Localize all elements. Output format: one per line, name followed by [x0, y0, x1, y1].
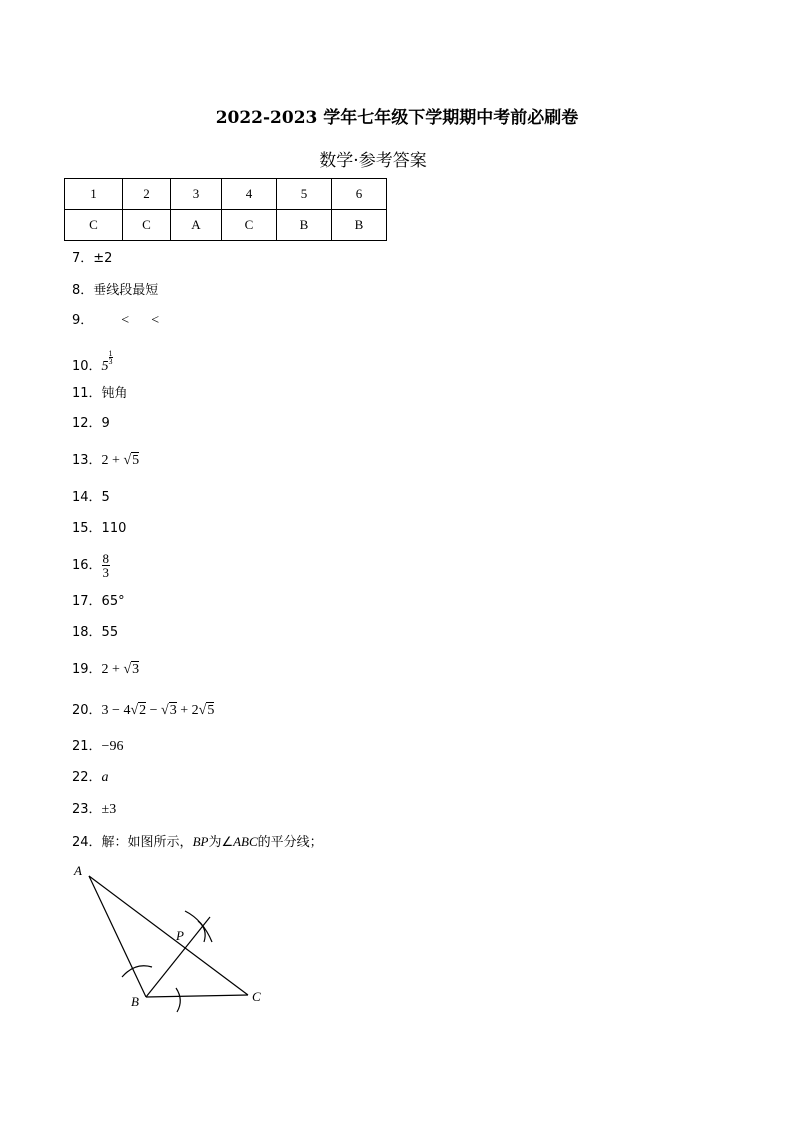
answer-item-12: [72, 416, 110, 432]
answer-item-22: [72, 770, 109, 786]
expression-part: 3 − 4: [101, 703, 131, 718]
angle-bisector-figure: [60, 855, 280, 1015]
radicand: 3: [132, 662, 140, 677]
vertex-label-c: C: [252, 989, 261, 1004]
table-answer-cell: B: [277, 210, 332, 241]
item-number: 18．: [72, 625, 102, 640]
table-header-cell: 2: [123, 179, 171, 210]
item-answer: 55: [101, 625, 119, 640]
segment-bc: [146, 995, 248, 997]
radicand: 5: [207, 703, 215, 718]
item-number: 10．: [72, 359, 102, 374]
document-subtitle: 数学·参考答案: [319, 151, 427, 171]
answer-table: [64, 178, 387, 241]
table-header-cell: 5: [277, 179, 332, 210]
segment-ac: [89, 876, 248, 995]
table-answer-cell: C: [65, 210, 123, 241]
answer-item-19: 19．2 + √3: [72, 662, 140, 677]
solution-text: 为∠: [208, 835, 234, 850]
item-number: 22．: [72, 770, 102, 785]
item-number: 17．: [72, 594, 102, 609]
construction-arc: [176, 988, 180, 1012]
item-number: 8．: [72, 283, 94, 298]
answer-item-24: [72, 834, 323, 851]
answer-item-23: [72, 802, 116, 818]
table-answer-cell: C: [123, 210, 171, 241]
table-answer-cell: C: [222, 210, 277, 241]
item-answer: ±2: [93, 251, 113, 266]
answer-item-8: [72, 283, 158, 299]
answer-item-7: [72, 251, 112, 267]
item-number: 9．: [72, 313, 94, 328]
answer-item-15: [72, 521, 126, 537]
table-answer-cell: A: [171, 210, 222, 241]
answer-item-14: [72, 490, 110, 506]
answer-item-9: [72, 313, 159, 329]
fraction-denominator: 3: [102, 565, 110, 580]
item-number: 14．: [72, 490, 102, 505]
fraction: [102, 552, 111, 579]
point-label-p: P: [176, 928, 184, 943]
answer-table-header-row: [65, 179, 387, 210]
radicand: 2: [139, 703, 147, 718]
table-header-cell: 1: [65, 179, 123, 210]
item-number: 19．: [72, 662, 102, 677]
segment-ab: [89, 876, 146, 997]
answer-item-13: 13．2 + √5: [72, 453, 140, 468]
answer-item-18: [72, 625, 118, 641]
item-answer: −96: [101, 739, 124, 754]
segment-label: BP: [192, 834, 209, 849]
table-header-cell: 4: [222, 179, 277, 210]
item-number: 16．: [72, 558, 102, 573]
answer-item-17: [72, 594, 125, 610]
construction-arc: [122, 966, 152, 977]
item-answer: 5: [101, 490, 110, 505]
angle-label: ABC: [233, 834, 258, 849]
fraction-numerator: 8: [102, 551, 110, 566]
expression-part: + 2: [176, 703, 199, 718]
item-number: 13．: [72, 453, 102, 468]
table-answer-cell: B: [332, 210, 387, 241]
table-header-cell: 6: [332, 179, 387, 210]
item-answer: ±3: [101, 802, 117, 817]
item-number: 15．: [72, 521, 102, 536]
item-answer: 9: [101, 416, 110, 431]
vertex-label-a: A: [74, 863, 82, 878]
answer-item-16: [72, 552, 110, 579]
expression-prefix: 2 +: [101, 453, 124, 468]
item-answer: a: [101, 770, 109, 785]
item-answer: 65°: [101, 594, 125, 609]
expression-part: −: [146, 703, 162, 718]
solution-text: 解：如图所示，: [101, 835, 193, 850]
exponent-numerator: 1: [108, 349, 113, 358]
answer-table-answer-row: [65, 210, 387, 241]
exponent-denominator: 3: [108, 357, 113, 366]
answer-item-10: [72, 350, 113, 375]
power-base: 5: [101, 359, 109, 374]
expression-prefix: 2 +: [101, 662, 124, 677]
answer-item-21: [72, 739, 123, 755]
item-answer-second: <: [151, 313, 160, 328]
item-answer-first: <: [121, 313, 130, 328]
item-answer: 110: [101, 521, 127, 536]
document-title: 2022-2023 学年七年级下学期期中考前必刷卷: [215, 108, 579, 128]
item-number: 21．: [72, 739, 102, 754]
construction-arc: [185, 911, 212, 942]
item-number: 23．: [72, 802, 102, 817]
answer-item-20: 20．3 − 4√2 − √3 + 2√5: [72, 703, 215, 718]
answer-item-11: [72, 386, 128, 402]
item-number: 12．: [72, 416, 102, 431]
item-number: 20．: [72, 703, 102, 718]
item-number: 7．: [72, 251, 94, 266]
solution-text: 的平分线；: [257, 835, 323, 850]
item-number: 11．: [72, 386, 102, 401]
item-number: 24．: [72, 835, 102, 850]
item-answer: 垂线段最短: [93, 283, 159, 298]
table-header-cell: 3: [171, 179, 222, 210]
item-answer: 钝角: [101, 386, 128, 401]
radicand: 3: [169, 703, 177, 718]
radicand: 5: [132, 453, 140, 468]
vertex-label-b: B: [131, 994, 139, 1009]
